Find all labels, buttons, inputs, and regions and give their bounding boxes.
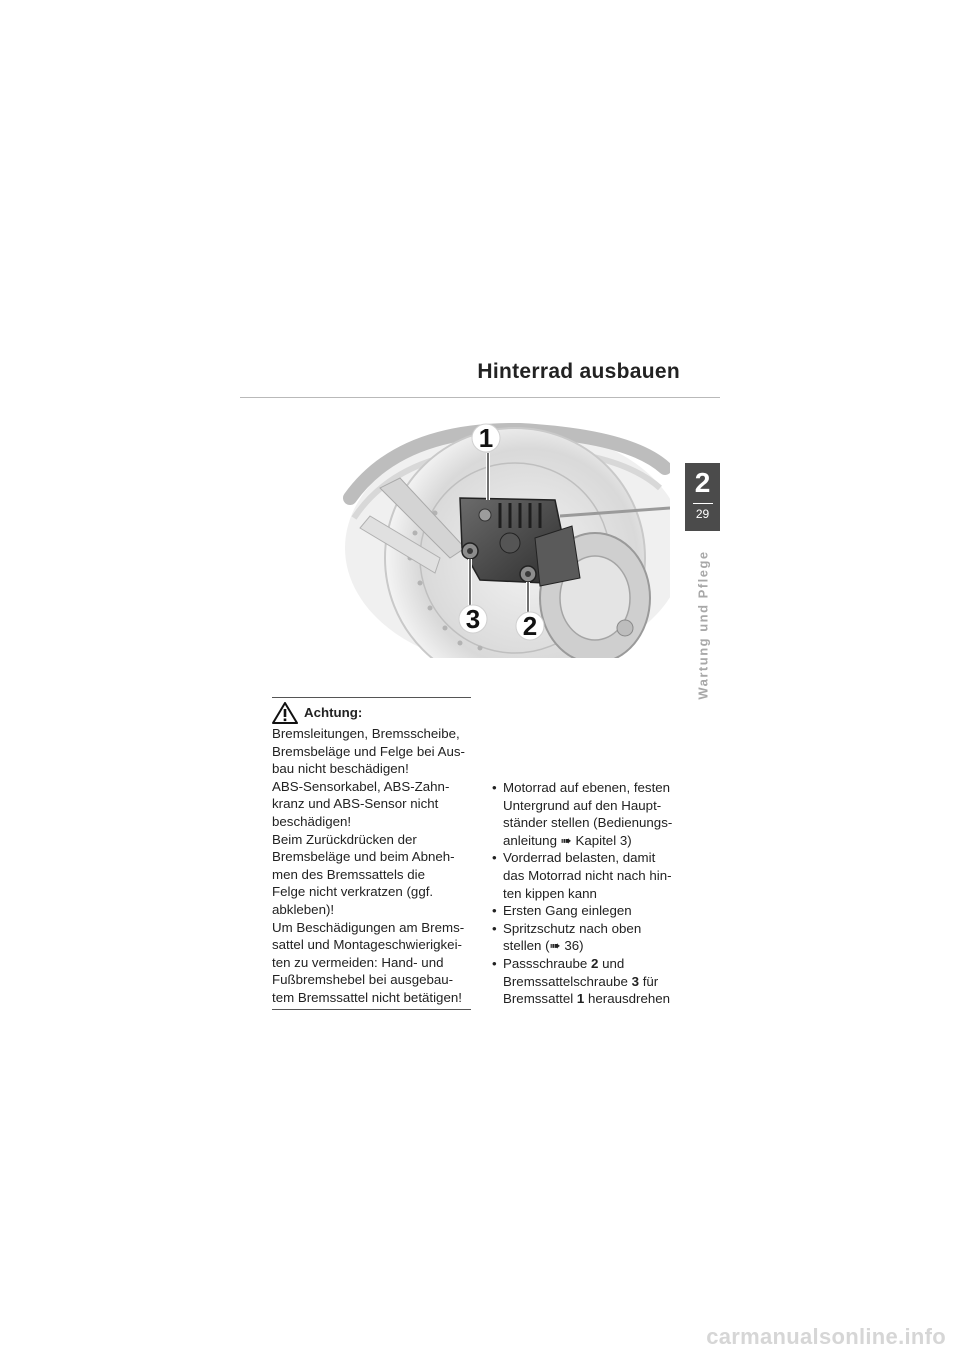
step-item <box>492 849 692 902</box>
chapter-tab <box>685 463 720 531</box>
warning-header <box>272 702 471 724</box>
procedure-steps <box>492 779 692 1008</box>
chapter-number: 2 <box>694 467 711 498</box>
warning-line: Felge nicht verkratzen (ggf. <box>272 884 434 900</box>
callout-1-label: 1 <box>478 423 494 453</box>
warning-line: ABS-Sensorkabel, ABS-Zahn- <box>272 778 450 794</box>
warning-line: ten zu vermeiden: Hand- und <box>272 954 444 970</box>
step-line: • Ersten Gang einlegen <box>503 903 632 919</box>
step-item <box>492 955 692 1008</box>
warning-line: beschädigen! <box>272 813 352 829</box>
warning-triangle-icon <box>272 702 298 724</box>
callout-2-label: 2 <box>522 611 538 641</box>
step-item <box>492 779 692 849</box>
brake-caliper-photo <box>340 408 670 658</box>
step-item <box>492 902 692 920</box>
step-line: das Motorrad nicht nach hin- <box>503 867 672 883</box>
step-item <box>492 920 692 955</box>
step-line: ten kippen kann <box>503 885 597 901</box>
warning-line: Fußbremshebel bei ausgebau- <box>272 972 454 988</box>
step-line: • Vorderrad belasten, damit <box>503 850 656 866</box>
chapter-side-label: Wartung und Pflege <box>695 550 711 700</box>
warning-line: sattel und Montageschwierigkei- <box>272 937 462 953</box>
step-line: • Spritzschutz nach oben <box>503 920 642 936</box>
warning-line: abkleben)! <box>272 901 335 917</box>
step-line: ständer stellen (Bedienungs- <box>503 815 673 831</box>
callout-3-label: 3 <box>465 604 481 634</box>
warning-line: bau nicht beschädigen! <box>272 761 409 777</box>
warning-line: tem Bremssattel nicht betätigen! <box>272 989 462 1005</box>
warning-line: Bremsleitungen, Bremsscheibe, <box>272 726 460 741</box>
step-line: Bremssattel 1 herausdrehen <box>503 991 671 1007</box>
page-number: 29 <box>695 507 710 521</box>
warning-line: Bremsbeläge und beim Abneh- <box>272 849 455 865</box>
warning-line: Bremsbeläge und Felge bei Aus- <box>272 743 465 759</box>
callout-3 <box>459 604 487 634</box>
warning-line: men des Bremssattels die <box>272 866 425 882</box>
brake-caliper-illustration <box>340 408 670 658</box>
warning-line: Beim Zurückdrücken der <box>272 831 417 847</box>
warning-label: Achtung: <box>304 705 363 721</box>
step-line: • Motorrad auf ebenen, festen <box>503 780 671 795</box>
warning-line: kranz und ABS-Sensor nicht <box>272 796 439 812</box>
warning-box <box>272 697 471 1010</box>
step-line: stellen (➠ 36) <box>503 938 584 954</box>
header-divider <box>240 397 720 398</box>
step-line: Untergrund auf den Haupt- <box>503 797 662 813</box>
step-line: anleitung ➠ Kapitel 3) <box>503 832 632 848</box>
callout-1 <box>472 423 500 453</box>
step-line: • Passschraube 2 und <box>503 955 625 971</box>
callout-2 <box>516 611 544 641</box>
step-line: Bremssattelschraube 3 für <box>503 973 659 989</box>
page-title: Hinterrad ausbauen <box>477 360 680 383</box>
warning-line: Um Beschädigungen am Brems- <box>272 919 465 935</box>
footer-watermark: carmanualsonline.info <box>706 1324 946 1349</box>
